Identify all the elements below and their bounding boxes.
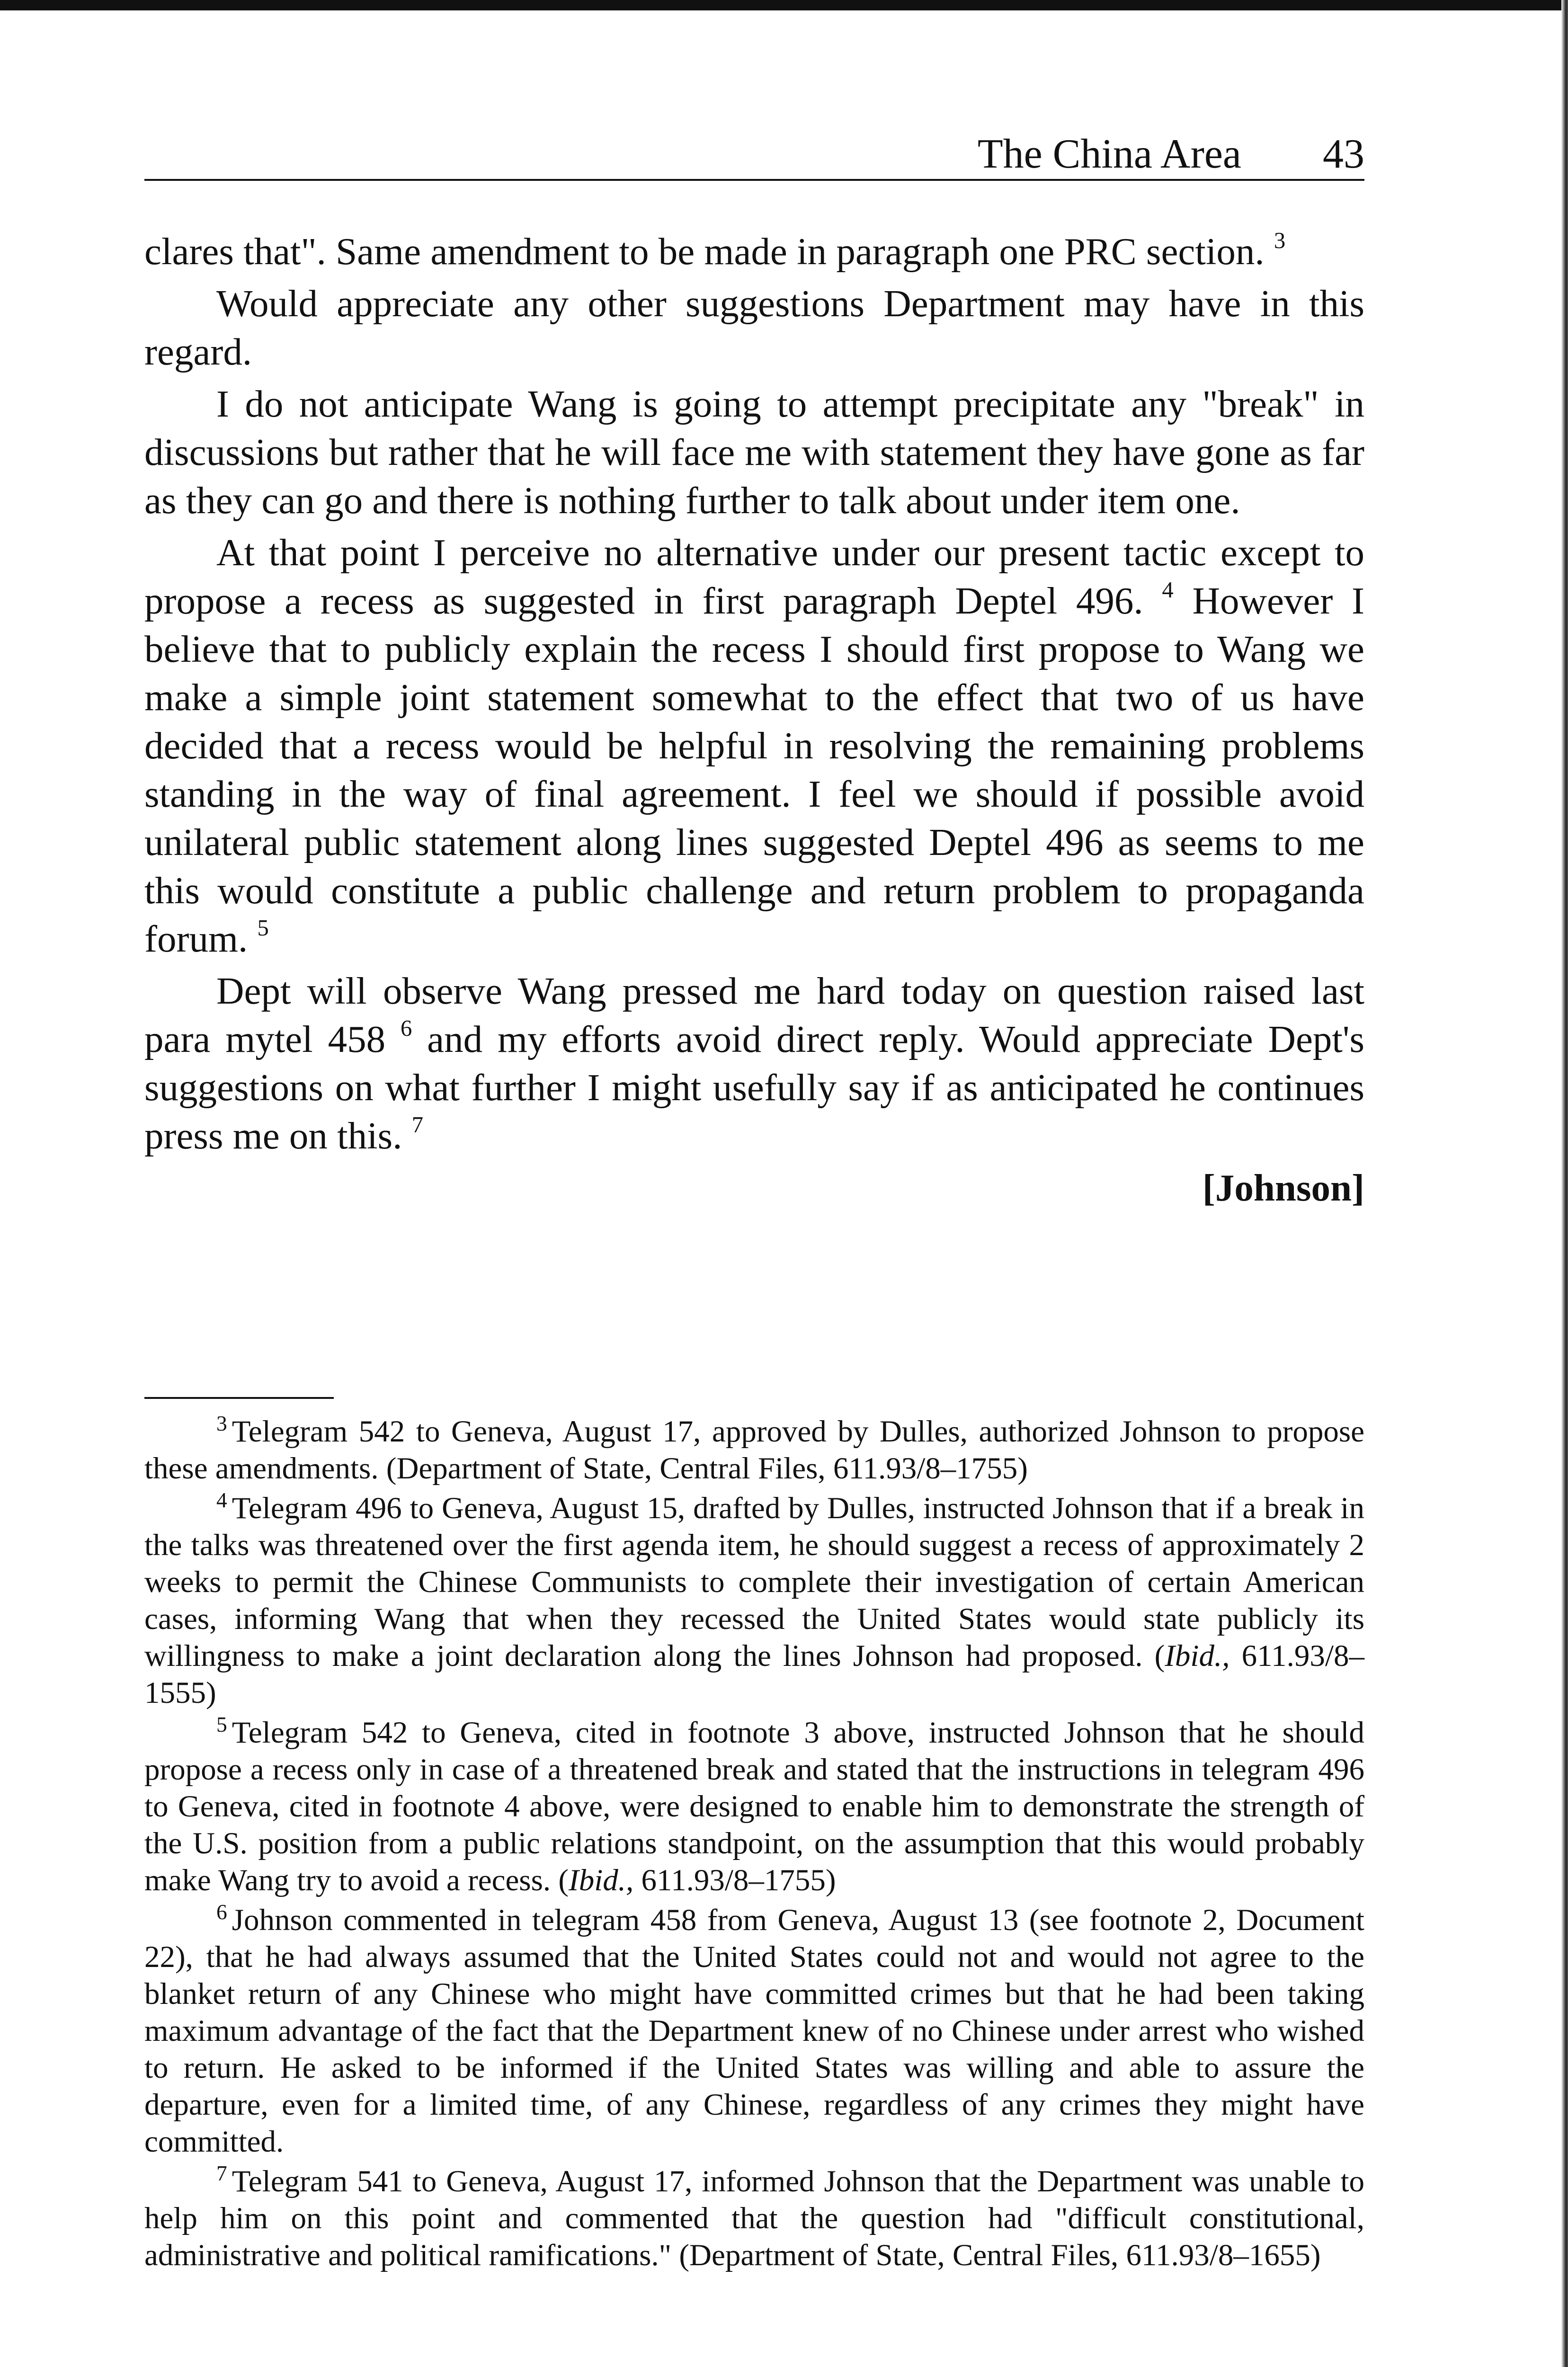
footnote-6-text: Johnson commented in telegram 458 from Geneva, August 13 (see footnote 2, Document 22), that he had always assumed that the United States could not and would not agree to the blanket return of any Chinese who might have committed crimes but that he had been taking maximum advantage of the fact that the Department knew of no Chinese under arrest who wished to return. He asked to be informed if the United States was willing and able to assure the departure, even for a limited time, of any Chinese, regardless of any crimes they might have committed. xyxy=(144,1903,1364,2159)
paragraph-3-text: I do not anticipate Wang is going to attempt precipitate any "break" in discussions but rather that he will face me with statement they have gone as far as they can go and there is nothing further to talk about under item one. xyxy=(144,383,1364,522)
page-number: 43 xyxy=(1323,131,1364,177)
footnote-7-number: 7 xyxy=(216,2161,227,2186)
main-text xyxy=(144,227,1364,1212)
footnote-6-number: 6 xyxy=(216,1900,227,1924)
footnote-ref-5: 5 xyxy=(257,915,269,941)
footnote-5-text: Telegram 542 to Geneva, cited in footnote 3 above, instructed Johnson that he should propose a recess only in case of a threatened break and stated that the instructions in telegram 496 to Geneva, cited in footnote 4 above, were designed to enable him to demonstrate the strength of the U.S. position from a public relations standpoint, on the assumption that this would probably make Wang try to avoid a recess. ( xyxy=(144,1716,1364,1897)
footnote-6 xyxy=(144,1902,1364,2160)
signature: [Johnson] xyxy=(1202,1166,1364,1209)
footnote-7 xyxy=(144,2163,1364,2274)
paragraph-3 xyxy=(144,380,1364,525)
paragraph-4 xyxy=(144,528,1364,963)
footnote-7-text: Telegram 541 to Geneva, August 17, informed Johnson that the Department was unable to help him on this point and commented that the question had "difficult constitutional, administrative and political ramifications." (Department of State, Central Files, 611.93/8–1655) xyxy=(144,2164,1364,2272)
footnote-4-tail: 611.93/8–1555) xyxy=(144,1639,1364,1710)
footnote-5-tail: 611.93/8–1755) xyxy=(633,1863,836,1897)
paragraph-2-text: Would appreciate any other suggestions Department may have in this regard. xyxy=(144,282,1364,373)
footnote-3-number: 3 xyxy=(216,1411,227,1436)
footnotes xyxy=(144,1413,1364,2277)
scan-right-border xyxy=(1561,0,1568,2367)
footnote-5-number: 5 xyxy=(216,1712,227,1737)
paragraph-1-text: clares that". Same amendment to be made in paragraph one PRC section. xyxy=(144,230,1265,273)
footnote-4-ibid: Ibid., xyxy=(1165,1639,1230,1673)
footnote-4-number: 4 xyxy=(216,1488,227,1513)
footnote-3 xyxy=(144,1413,1364,1487)
footnote-5 xyxy=(144,1714,1364,1899)
footnote-4-text: Telegram 496 to Geneva, August 15, drafted by Dulles, instructed Johnson that if a break in the talks was threatened over the first agenda item, he should suggest a recess of approximately 2 weeks to permit the Chinese Communists to complete their investigation of certain American cases, informing Wang that when they recessed the United States would state publicly its willingness to make a joint declaration along the lines Johnson had proposed. ( xyxy=(144,1491,1364,1673)
footnote-ref-3: 3 xyxy=(1274,227,1286,253)
paragraph-4-text-b: However I believe that to publicly explain the recess I should first propose to Wang we make a simple joint statement somewhat to the effect that two of us have decided that a recess would be helpful in resolving the remaining problems standing in the way of final agreement. I feel we should if possible avoid unilateral public statement along lines suggested Deptel 496 as seems to me this would constitute a public challenge and return problem to propaganda forum. xyxy=(144,579,1365,960)
paragraph-1 xyxy=(144,227,1364,276)
paragraph-2 xyxy=(144,279,1364,376)
paragraph-5-text-b: and my efforts avoid direct reply. Would appreciate Dept's suggestions on what further I might usefully say if as anticipated he continues press me on this. xyxy=(144,1018,1365,1157)
footnote-5-ibid: Ibid., xyxy=(569,1863,634,1897)
paragraph-5 xyxy=(144,967,1364,1160)
running-header xyxy=(144,127,1364,181)
footnote-ref-7: 7 xyxy=(411,1112,424,1138)
footnote-rule xyxy=(144,1397,334,1399)
footnote-ref-4: 4 xyxy=(1162,577,1174,603)
footnote-ref-6: 6 xyxy=(400,1015,412,1041)
footnote-3-text: Telegram 542 to Geneva, August 17, approved by Dulles, authorized Johnson to propose these amendments. (Department of State, Central Files, 611.93/8–1755) xyxy=(144,1415,1364,1486)
footnote-4 xyxy=(144,1490,1364,1711)
running-title: The China Area xyxy=(977,131,1241,177)
paragraph-5-text-a: Dept will observe Wang pressed me hard today on question raised last para mytel 458 xyxy=(144,970,1364,1060)
paragraph-4-text-a: At that point I perceive no alternative under our present tactic except to propose a recess as suggested in first paragraph Deptel 496. xyxy=(144,531,1364,622)
scan-top-border xyxy=(0,0,1568,10)
